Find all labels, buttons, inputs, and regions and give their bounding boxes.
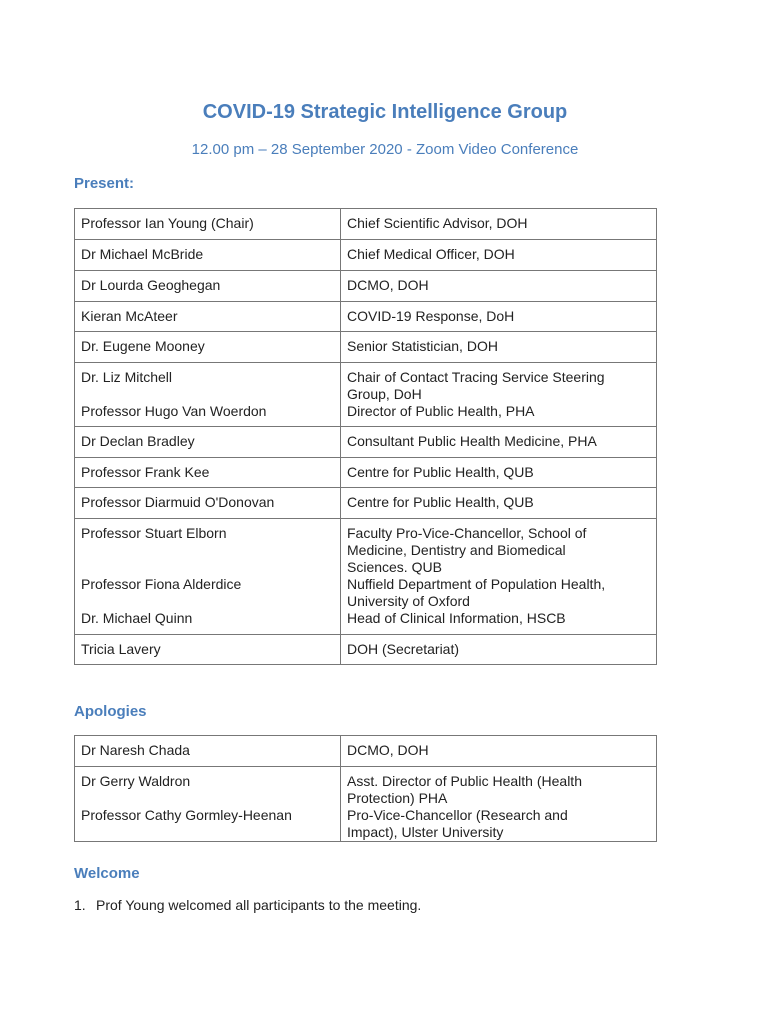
name-text: Dr Declan Bradley bbox=[81, 433, 195, 449]
meeting-subtitle: 12.00 pm – 28 September 2020 - Zoom Video Conference bbox=[191, 141, 579, 158]
role-text: Director of Public Health, PHA bbox=[347, 403, 535, 419]
table-row bbox=[75, 767, 657, 842]
role-text: Consultant Public Health Medicine, PHA bbox=[347, 433, 597, 449]
name-cell bbox=[75, 427, 341, 458]
role-cell bbox=[341, 427, 657, 458]
name-text bbox=[81, 593, 334, 610]
role-cell bbox=[341, 240, 657, 271]
name-text: Dr Naresh Chada bbox=[81, 742, 190, 758]
name-cell bbox=[75, 302, 341, 332]
name-cell bbox=[75, 767, 341, 842]
table-row bbox=[75, 635, 657, 665]
table-row bbox=[75, 519, 657, 635]
name-text: Tricia Lavery bbox=[81, 641, 161, 657]
role-text: Sciences. QUB bbox=[347, 559, 442, 575]
present-table bbox=[74, 208, 657, 665]
name-text: Professor Hugo Van Woerdon bbox=[81, 403, 267, 419]
role-text: Protection) PHA bbox=[347, 790, 448, 806]
name-text: Dr. Michael Quinn bbox=[81, 610, 193, 626]
role-cell bbox=[341, 332, 657, 363]
role-cell bbox=[341, 363, 657, 427]
role-text: Centre for Public Health, QUB bbox=[347, 464, 534, 480]
table-row bbox=[75, 240, 657, 271]
name-text: Dr. Liz Mitchell bbox=[81, 369, 173, 385]
item-text: Prof Young welcomed all participants to the meeting. bbox=[96, 897, 422, 913]
role-cell bbox=[341, 488, 657, 519]
role-text: Chief Medical Officer, DOH bbox=[347, 246, 515, 262]
name-text: Professor Frank Kee bbox=[81, 464, 210, 480]
welcome-item bbox=[74, 897, 421, 913]
item-number: 1. bbox=[74, 897, 86, 913]
name-cell bbox=[75, 635, 341, 665]
name-text bbox=[81, 386, 334, 403]
role-cell bbox=[341, 736, 657, 767]
name-text: Professor Diarmuid O'Donovan bbox=[81, 494, 275, 510]
name-cell bbox=[75, 488, 341, 519]
present-heading: Present: bbox=[74, 175, 135, 192]
name-cell bbox=[75, 332, 341, 363]
table-row bbox=[75, 427, 657, 458]
role-cell bbox=[341, 519, 657, 635]
role-cell bbox=[341, 767, 657, 842]
role-text: Head of Clinical Information, HSCB bbox=[347, 610, 566, 626]
apologies-table bbox=[74, 735, 657, 842]
table-row bbox=[75, 271, 657, 302]
role-text: Faculty Pro-Vice-Chancellor, School of bbox=[347, 525, 587, 541]
name-cell bbox=[75, 363, 341, 427]
name-text bbox=[81, 542, 334, 559]
role-text: COVID-19 Response, DoH bbox=[347, 308, 515, 324]
role-text: Impact), Ulster University bbox=[347, 824, 504, 840]
name-cell bbox=[75, 458, 341, 488]
welcome-heading: Welcome bbox=[74, 865, 140, 882]
name-text: Professor Ian Young (Chair) bbox=[81, 215, 254, 231]
name-text: Dr. Eugene Mooney bbox=[81, 338, 205, 354]
role-text: Medicine, Dentistry and Biomedical bbox=[347, 542, 566, 558]
role-cell bbox=[341, 302, 657, 332]
table-row bbox=[75, 488, 657, 519]
table-row bbox=[75, 332, 657, 363]
name-text: Professor Fiona Alderdice bbox=[81, 576, 242, 592]
role-text: Pro-Vice-Chancellor (Research and bbox=[347, 807, 568, 823]
name-text: Professor Cathy Gormley-Heenan bbox=[81, 807, 292, 823]
name-text: Kieran McAteer bbox=[81, 308, 178, 324]
page-title: COVID-19 Strategic Intelligence Group bbox=[202, 101, 568, 123]
role-text: DOH (Secretariat) bbox=[347, 641, 460, 657]
role-cell bbox=[341, 271, 657, 302]
role-cell bbox=[341, 209, 657, 240]
table-row bbox=[75, 363, 657, 427]
role-text: Senior Statistician, DOH bbox=[347, 338, 498, 354]
role-text: University of Oxford bbox=[347, 593, 470, 609]
name-cell bbox=[75, 271, 341, 302]
name-cell bbox=[75, 736, 341, 767]
apologies-heading: Apologies bbox=[74, 703, 147, 720]
role-text: DCMO, DOH bbox=[347, 277, 429, 293]
role-text: DCMO, DOH bbox=[347, 742, 429, 758]
table-row bbox=[75, 302, 657, 332]
name-cell bbox=[75, 519, 341, 635]
role-text: Group, DoH bbox=[347, 386, 422, 402]
name-text bbox=[81, 790, 334, 807]
table-row bbox=[75, 458, 657, 488]
table-row bbox=[75, 209, 657, 240]
name-cell bbox=[75, 240, 341, 271]
name-text: Dr Lourda Geoghegan bbox=[81, 277, 221, 293]
role-text: Centre for Public Health, QUB bbox=[347, 494, 534, 510]
name-text: Professor Stuart Elborn bbox=[81, 525, 227, 541]
role-cell bbox=[341, 458, 657, 488]
name-text bbox=[81, 559, 334, 576]
table-row bbox=[75, 736, 657, 767]
role-cell bbox=[341, 635, 657, 665]
role-text: Chair of Contact Tracing Service Steering bbox=[347, 369, 605, 385]
role-text: Nuffield Department of Population Health, bbox=[347, 576, 606, 592]
role-text: Chief Scientific Advisor, DOH bbox=[347, 215, 528, 231]
name-text: Dr Gerry Waldron bbox=[81, 773, 191, 789]
name-cell bbox=[75, 209, 341, 240]
role-text: Asst. Director of Public Health (Health bbox=[347, 773, 582, 789]
name-text: Dr Michael McBride bbox=[81, 246, 204, 262]
